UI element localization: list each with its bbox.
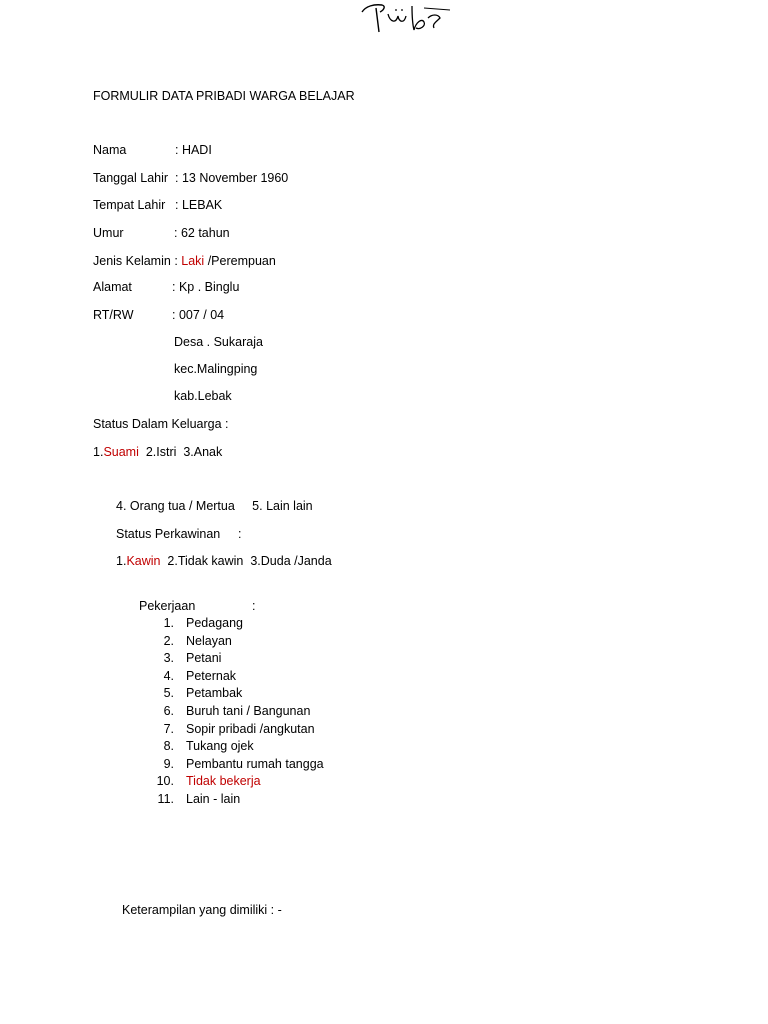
selected-jenis-kelamin: Laki [181,254,205,268]
pekerjaan-item: Tukang ojek [186,739,254,753]
status-perkawinan-options [116,553,332,569]
status-keluarga-selected: Suami [103,445,139,459]
field-colon-jenis-kelamin: : [174,254,178,268]
signature-icon [352,0,462,40]
pekerjaan-item: Buruh tani / Bangunan [186,704,311,718]
pekerjaan-item-number: 9. [163,757,174,771]
status-keluarga-options-2: 4. Orang tua / Mertua 5. Lain lain [116,499,313,513]
field-label-tanggal-lahir: Tanggal Lahir [93,171,169,185]
status-keluarga-options [93,444,222,460]
pekerjaan-item: Pedagang [186,616,244,630]
pekerjaan-item-number: 6. [163,704,174,718]
keterampilan-label: Keterampilan yang dimiliki : - [122,903,282,917]
field-label-umur: Umur [93,226,124,240]
status-keluarga-rest: 2.Istri 3.Anak [138,445,223,459]
pekerjaan-item-number: 7. [163,722,174,736]
pekerjaan-item: Sopir pribadi /angkutan [186,722,315,736]
pekerjaan-label: Pekerjaan [139,599,196,613]
pekerjaan-item: Lain - lain [186,792,241,806]
status-perkawinan-colon: : [238,527,242,541]
pekerjaan-item: Petani [186,651,222,665]
pekerjaan-item-number: 11. [157,792,174,806]
pekerjaan-item-number: 10. [156,774,174,788]
pekerjaan-item: Pembantu rumah tangga [186,757,324,771]
status-perkawinan-rest: 2.Tidak kawin 3.Duda /Janda [160,554,332,568]
page-title: FORMULIR DATA PRIBADI WARGA BELAJAR [93,89,355,103]
field-label-nama: Nama [93,143,127,157]
address-desa: Desa . Sukaraja [174,335,263,349]
pekerjaan-item: Tidak bekerja [186,774,261,788]
field-label-rt-rw: RT/RW [93,308,134,322]
field-label-alamat: Alamat [93,280,132,294]
pekerjaan-item-number: 1. [163,616,174,630]
field-value-umur: : 62 tahun [174,226,230,240]
address-kecamatan: kec.Malingping [174,362,258,376]
field-jenis-kelamin [93,253,276,269]
pekerjaan-item-number: 5. [163,686,174,700]
status-keluarga-prefix: 1. [93,445,104,459]
rest-jenis-kelamin: /Perempuan [207,254,276,268]
field-value-tempat-lahir: : LEBAK [175,198,223,212]
pekerjaan-item-number: 3. [163,651,174,665]
pekerjaan-item: Nelayan [186,634,232,648]
field-value-tanggal-lahir: : 13 November 1960 [175,171,289,185]
field-label-tempat-lahir: Tempat Lahir [93,198,166,212]
status-keluarga-label: Status Dalam Keluarga : [93,417,229,431]
status-perkawinan-selected: Kawin [126,554,161,568]
pekerjaan-colon: : [252,599,256,613]
pekerjaan-item: Peternak [186,669,237,683]
pekerjaan-item-number: 8. [163,739,174,753]
pekerjaan-item: Petambak [186,686,243,700]
field-value-rt-rw: : 007 / 04 [172,308,225,322]
status-perkawinan-label: Status Perkawinan [116,527,221,541]
field-label-jenis-kelamin: Jenis Kelamin [93,254,171,268]
pekerjaan-item-number: 2. [163,634,174,648]
field-value-alamat: : Kp . Binglu [172,280,240,294]
field-value-nama: : HADI [175,143,212,157]
pekerjaan-item-number: 4. [163,669,174,683]
status-perkawinan-prefix: 1. [116,554,127,568]
address-kabupaten: kab.Lebak [174,389,232,403]
